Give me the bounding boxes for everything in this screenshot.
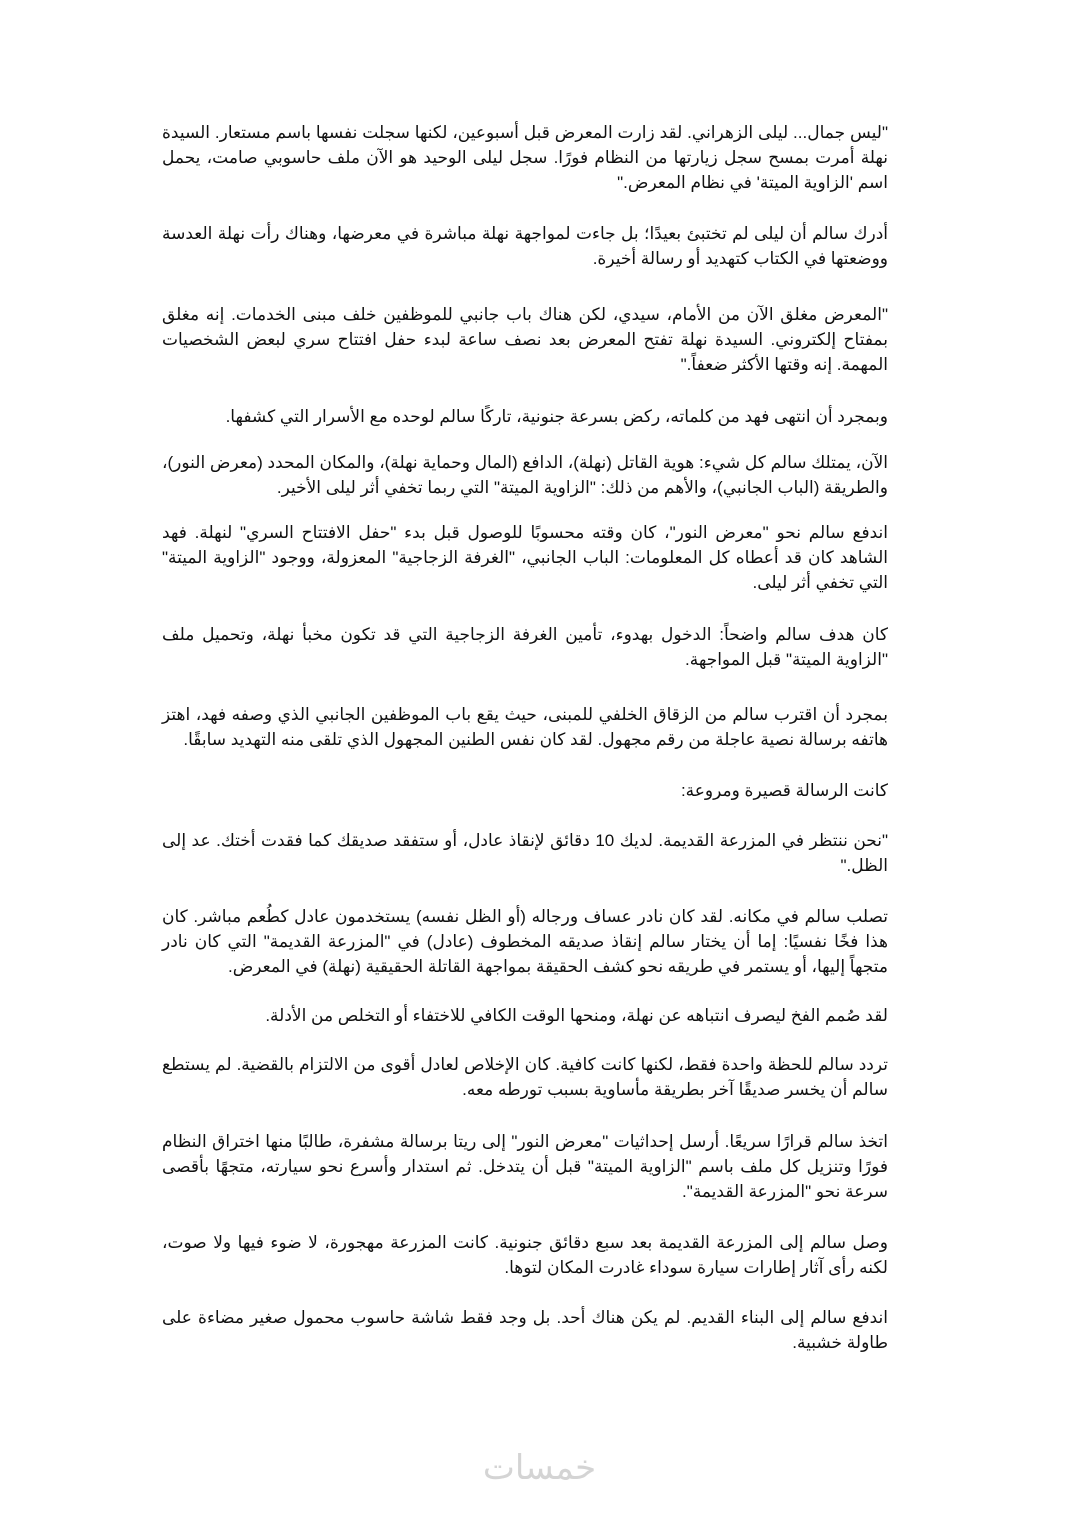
paragraph: اتخذ سالم قرارًا سريعًا. أرسل إحداثيات "معرض النور" إلى ريتا برسالة مشفرة، طالبًا منها اختراق النظام فورًا وتنزيل كل ملف باسم "الزاوية الميتة" قبل أن يتدخل. ثم استدار وأسرع نحو سيارته، متجهًا بأقصى سرعة نحو "المزرعة القديمة". (162, 1132, 888, 1201)
paragraph: اندفع سالم نحو "معرض النور"، كان وقته محسوبًا للوصول قبل بدء "حفل الافتتاح السري" لنهلة. فهد الشاهد كان قد أعطاه كل المعلومات: الباب الجانبي، "الغرفة الزجاجية" المعزولة، ووجود "الزاوية الميتة" التي تخفي أثر ليلى. (162, 523, 888, 592)
watermark-logo: خمسات (482, 1448, 597, 1488)
paragraph: وصل سالم إلى المزرعة القديمة بعد سبع دقائق جنونية. كانت المزرعة مهجورة، لا ضوء فيها ولا صوت، لكنه رأى آثار إطارات سيارة سوداء غادرت المكان لتوها. (162, 1233, 888, 1277)
paragraph: اندفع سالم إلى البناء القديم. لم يكن هناك أحد. بل وجد فقط شاشة حاسوب محمول صغير مضاءة على طاولة خشبية. (162, 1308, 888, 1352)
paragraph: "نحن ننتظر في المزرعة القديمة. لديك 10 دقائق لإنقاذ عادل، أو ستفقد صديقك كما فقدت أختك. عد إلى الظل." (162, 831, 889, 875)
paragraph: لقد صُمم الفخ ليصرف انتباهه عن نهلة، ومنحها الوقت الكافي للاختفاء أو التخلص من الأدلة. (265, 1006, 888, 1025)
paragraph: كان هدف سالم واضحاً: الدخول بهدوء، تأمين الغرفة الزجاجية التي قد تكون مخبأ نهلة، وتحميل ملف "الزاوية الميتة" قبل المواجهة. (162, 625, 888, 669)
paragraph: بمجرد أن اقترب سالم من الزقاق الخلفي للمبنى، حيث يقع باب الموظفين الجانبي الذي وصفه فهد، اهتز هاتفه برسالة نصية عاجلة من رقم مجهول. لقد كان نفس الطنين المجهول الذي تلقى منه التهديد سابقًا. (162, 705, 888, 749)
paragraph: كانت الرسالة قصيرة ومروعة: (680, 781, 888, 800)
paragraph: "المعرض مغلق الآن من الأمام، سيدي، لكن هناك باب جانبي للموظفين خلف مبنى الخدمات. إنه مغلق بمفتاح إلكتروني. السيدة نهلة تفتح المعرض بعد نصف ساعة لبدء حفل افتتاح سري لبعض الشخصيات المهمة. إنه وقتها الأكثر ضعفاً." (162, 305, 888, 374)
paragraph: "ليس جمال... ليلى الزهراني. لقد زارت المعرض قبل أسبوعين، لكنها سجلت نفسها باسم مستعار. السيدة نهلة أمرت بمسح سجل زيارتها من النظام فورًا. سجل ليلى الوحيد هو الآن ملف حاسوبي صامت، يحمل اسم 'الزاوية الميتة' في نظام المعرض." (162, 123, 888, 192)
paragraph: وبمجرد أن انتهى فهد من كلماته، ركض بسرعة جنونية، تاركًا سالم لوحده مع الأسرار التي كشفها. (225, 407, 888, 426)
paragraph: أدرك سالم أن ليلى لم تختبئ بعيدًا؛ بل جاءت لمواجهة نهلة مباشرة في معرضها، وهناك رأت نهلة العدسة ووضعتها في الكتاب كتهديد أو رسالة أخيرة. (162, 224, 888, 268)
paragraph: تردد سالم للحظة واحدة فقط، لكنها كانت كافية. كان الإخلاص لعادل أقوى من الالتزام بالقضية. لم يستطع سالم أن يخسر صديقًا آخر بطريقة مأساوية بسبب تورطه معه. (162, 1055, 888, 1099)
paragraph: الآن، يمتلك سالم كل شيء: هوية القاتل (نهلة)، الدافع (المال وحماية نهلة)، والمكان المحدد (معرض النور)، والطريقة (الباب الجانبي)، والأهم من ذلك: "الزاوية الميتة" التي ربما تخفي أثر ليلى الأخير. (162, 453, 888, 497)
paragraph: تصلب سالم في مكانه. لقد كان نادر عساف ورجاله (أو الظل نفسه) يستخدمون عادل كطُعم مباشر. كان هذا فخًا نفسيًا: إما أن يختار سالم إنقاذ صديقه المخطوف (عادل) في "المزرعة القديمة" التي كان نادر متجهاً إليها، أو يستمر في طريقه نحو كشف الحقيقة بمواجهة القاتلة الحقيقية (نهلة) في المعرض. (162, 907, 888, 976)
